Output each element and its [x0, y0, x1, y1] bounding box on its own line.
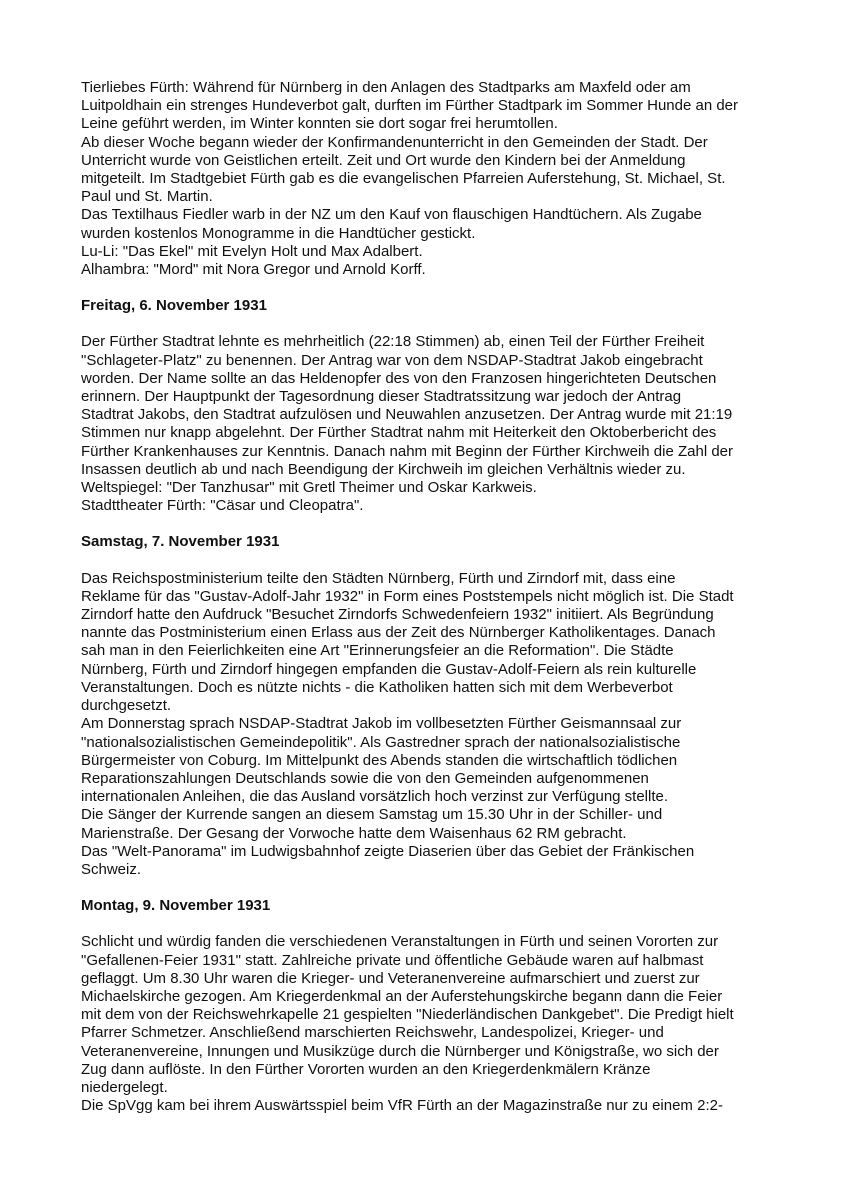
paragraph-line: Paul und St. Martin.	[81, 188, 213, 206]
paragraph-line: Veranstaltungen. Doch es nützte nichts - die Katholiken hatten sich mit dem Werbeverbot	[81, 678, 673, 696]
paragraph-line: mitgeteilt. Im Stadtgebiet Fürth gab es die evangelischen Pfarreien Auferstehung, St. Michael, St.	[81, 170, 726, 188]
document-page	[81, 79, 781, 1115]
paragraph-line: Ab dieser Woche begann wieder der Konfirmandenunterricht in den Gemeinden der Stadt. Der	[81, 133, 708, 151]
paragraph-line: Stadtrat Jakobs, den Stadtrat aufzulösen und Neuwahlen anzusetzen. Der Antrag wurde mit 21:19	[81, 406, 733, 424]
friday-section	[81, 297, 781, 515]
paragraph-line: Pfarrer Schmetzer. Anschließend marschierten Reichswehr, Landespolizei, Krieger- und	[81, 1024, 664, 1042]
spacer	[81, 552, 781, 570]
paragraph-line: durchgesetzt.	[81, 697, 172, 715]
paragraph-line: Lu-Li: "Das Ekel" mit Evelyn Holt und Max Adalbert.	[81, 242, 423, 260]
paragraph-line: Das "Welt-Panorama" im Ludwigsbahnhof zeigte Diaserien über das Gebiet der Fränkischen	[81, 842, 695, 860]
paragraph-line: mit dem von der Reichswehrkapelle 21 gespielten "Niederländischen Dankgebet". Die Predigt hielt	[81, 1006, 734, 1024]
paragraph-line: Tierliebes Fürth: Während für Nürnberg in den Anlagen des Stadtparks am Maxfeld oder am	[81, 79, 691, 96]
paragraph-line: niedergelegt.	[81, 1078, 168, 1096]
spacer	[81, 279, 781, 297]
section-heading-friday: Freitag, 6. November 1931	[81, 297, 267, 315]
paragraph-line: Luitpoldhain ein strenges Hundeverbot galt, durften im Fürther Stadtpark im Sommer Hunde an der	[81, 97, 739, 115]
paragraph-line: erinnern. Der Hauptpunkt der Tagesordnung dieser Stadtratssitzung war jedoch der Antrag	[81, 388, 682, 406]
paragraph-line: Am Donnerstag sprach NSDAP-Stadtrat Jakob im vollbesetzten Fürther Geismannsaal zur	[81, 715, 682, 733]
paragraph-line: Unterricht wurde von Geistlichen erteilt. Zeit und Ort wurde den Kindern bei der Anmeldung	[81, 151, 686, 169]
paragraph-line: Fürther Krankenhauses zur Kenntnis. Danach nahm mit Beginn der Fürther Kirchweih die Zahl der	[81, 442, 733, 460]
paragraph-line: Der Fürther Stadtrat lehnte es mehrheitlich (22:18 Stimmen) ab, einen Teil der Fürther Freiheit	[81, 333, 705, 351]
monday-section	[81, 897, 781, 1115]
paragraph-line: Stadttheater Fürth: "Cäsar und Cleopatra".	[81, 497, 364, 515]
paragraph-line: geflaggt. Um 8.30 Uhr waren die Krieger- und Veteranenvereine aufmarschiert und zuerst zur	[81, 969, 700, 987]
paragraph-line: Michaelskirche gezogen. Am Kriegerdenkmal an der Auferstehungskirche begann dann die Feier	[81, 987, 723, 1005]
paragraph-line: Zug dann auflöste. In den Fürther Vororten wurden an den Kriegerdenkmälern Kränze	[81, 1060, 651, 1078]
paragraph-line: "Schlageter-Platz" zu benennen. Der Antrag war von dem NSDAP-Stadtrat Jakob eingebracht	[81, 351, 703, 369]
paragraph-line: Zirndorf hatte den Aufdruck "Besuchet Zirndorfs Schwedenfeiern 1932" initiiert. Als Begründung	[81, 606, 714, 624]
section-heading-saturday: Samstag, 7. November 1931	[81, 533, 280, 551]
saturday-section	[81, 533, 781, 879]
paragraph-line: worden. Der Name sollte an das Heldenopfer des von den Franzosen hingerichteten Deutschen	[81, 369, 717, 387]
paragraph-line: Die Sänger der Kurrende sangen an diesem Samstag um 15.30 Uhr in der Schiller- und	[81, 806, 663, 824]
paragraph-line: Leine geführt werden, im Winter konnten sie dort sogar frei herumtollen.	[81, 115, 558, 133]
spacer	[81, 515, 781, 533]
paragraph-line: Reklame für das "Gustav-Adolf-Jahr 1932" in Form eines Poststempels nicht möglich ist. Die Stadt	[81, 587, 734, 605]
paragraph-line: sah man in den Feierlichkeiten eine Art "Erinnerungsfeier an die Reformation". Die Städte	[81, 642, 674, 660]
spacer	[81, 315, 781, 333]
paragraph-line: "nationalsozialistischen Gemeindepolitik". Als Gastredner sprach der nationalsozialistische	[81, 733, 681, 751]
intro-section	[81, 79, 781, 279]
paragraph-line: "Gefallenen-Feier 1931" statt. Zahlreiche private und öffentliche Gebäude waren auf halbmast	[81, 951, 704, 969]
paragraph-line: internationalen Anleihen, die das Ausland vorsätzlich hoch verzinst zur Verfügung stellte.	[81, 788, 669, 806]
paragraph-line: Bürgermeister von Coburg. Im Mittelpunkt des Abends standen die wirtschaftlich tödlichen	[81, 751, 678, 769]
paragraph-line: Schweiz.	[81, 860, 142, 878]
paragraph-line: Schlicht und würdig fanden die verschiedenen Veranstaltungen in Fürth und seinen Vororten zur	[81, 933, 719, 951]
paragraph-line: Veteranenvereine, Innungen und Musikzüge durch die Nürnberger und Königstraße, wo sich der	[81, 1042, 719, 1060]
section-heading-monday: Montag, 9. November 1931	[81, 897, 271, 915]
paragraph-line: Das Textilhaus Fiedler warb in der NZ um den Kauf von flauschigen Handtüchern. Als Zugabe	[81, 206, 702, 224]
paragraph-line: Das Reichspostministerium teilte den Städten Nürnberg, Fürth und Zirndorf mit, dass eine	[81, 569, 676, 587]
paragraph-line: Weltspiegel: "Der Tanzhusar" mit Gretl Theimer und Oskar Karkweis.	[81, 479, 537, 497]
paragraph-line: Stimmen nur knapp abgelehnt. Der Fürther Stadtrat nahm mit Heiterkeit den Oktoberbericht des	[81, 424, 717, 442]
spacer	[81, 879, 781, 897]
paragraph-line: Die SpVgg kam bei ihrem Auswärtsspiel beim VfR Fürth an der Magazinstraße nur zu einem 2:2-	[81, 1097, 723, 1115]
spacer	[81, 915, 781, 933]
paragraph-line: Marienstraße. Der Gesang der Vorwoche hatte dem Waisenhaus 62 RM gebracht.	[81, 824, 627, 842]
paragraph-line: nannte das Postministerium einen Erlass aus der Zeit des Nürnberger Katholikentages. Danach	[81, 624, 716, 642]
paragraph-line: Insassen deutlich ab und nach Beendigung der Kirchweih im gleichen Verhältnis wieder zu.	[81, 460, 686, 478]
paragraph-line: Nürnberg, Fürth und Zirndorf hingegen empfanden die Gustav-Adolf-Feiern als rein kulturelle	[81, 660, 697, 678]
paragraph-line: Reparationszahlungen Deutschlands sowie die von den Gemeinden aufgenommenen	[81, 769, 649, 787]
paragraph-line: Alhambra: "Mord" mit Nora Gregor und Arnold Korff.	[81, 261, 426, 279]
paragraph-line: wurden kostenlos Monogramme in die Handtücher gestickt.	[81, 224, 476, 242]
